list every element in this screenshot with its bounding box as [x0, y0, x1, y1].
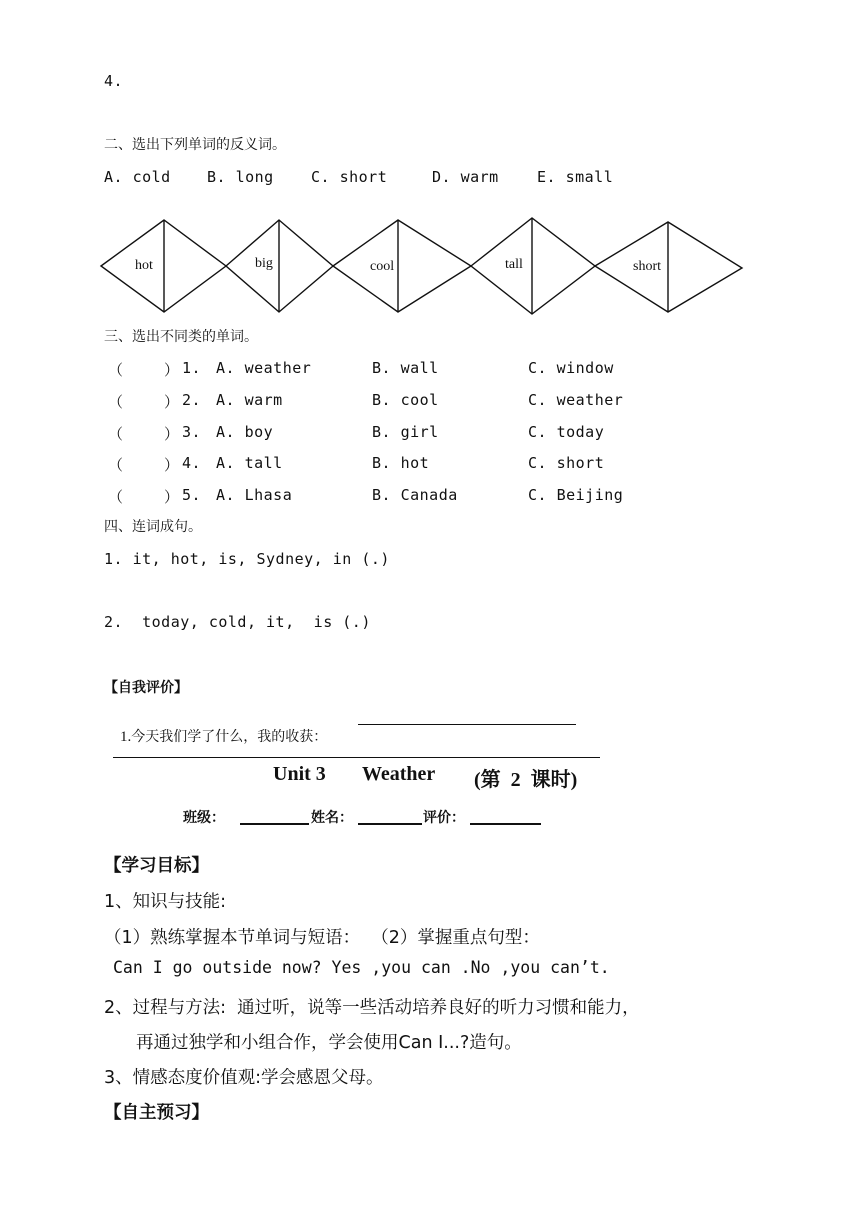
choice-b: B. wall [372, 359, 439, 377]
question-number: 5. [182, 486, 202, 504]
answer-paren-close: ） [164, 393, 180, 411]
answer-paren-close: ） [164, 425, 180, 443]
antonym-option-d: D. warm [432, 168, 499, 186]
choice-a: A. tall [216, 454, 283, 472]
answer-paren-open: （ [108, 456, 124, 474]
lesson-title-topic: Weather [362, 763, 436, 785]
lesson-title-period: (第 2 课时) [474, 769, 578, 791]
learning-objectives-heading: 【学习目标】 [104, 856, 209, 876]
choice-a: A. weather [216, 359, 312, 377]
choice-b: B. girl [372, 423, 439, 441]
choice-a: A. boy [216, 423, 274, 441]
self-preview-heading: 【自主预习】 [104, 1103, 209, 1123]
objective-line-1: 1、知识与技能: [104, 892, 227, 912]
answer-paren-open: （ [108, 488, 124, 506]
self-evaluation-item-number: 1. [120, 729, 132, 745]
self-evaluation-heading: 【自我评价】 [104, 680, 188, 696]
question-number: 2. [182, 391, 202, 409]
choice-c: C. today [528, 423, 605, 441]
choice-c: C. Beijing [528, 486, 624, 504]
antonym-option-c: C. short [311, 168, 388, 186]
answer-paren-close: ） [164, 488, 180, 506]
answer-paren-open: （ [108, 361, 124, 379]
class-fill-line[interactable] [240, 823, 309, 825]
evaluation-fill-line[interactable] [470, 823, 541, 825]
answer-paren-close: ） [164, 456, 180, 474]
choice-a: A. Lhasa [216, 486, 293, 504]
lesson-title-unit: Unit 3 [273, 763, 326, 785]
choice-c: C. window [528, 359, 614, 377]
section-3-heading: 三、选出不同类的单词。 [104, 329, 258, 345]
sentence-item-2: 2. today, cold, it, is (.) [104, 613, 371, 631]
section-2-heading: 二、选出下列单词的反义词。 [104, 137, 286, 153]
choice-c: C. weather [528, 391, 624, 409]
diamond-word-cool: cool [370, 259, 395, 274]
antonym-option-b: B. long [207, 168, 274, 186]
objective-line-2: （1）熟练掌握本节单词与短语： （2）掌握重点句型： [104, 928, 540, 948]
self-evaluation-question: 今天我们学了什么，我的收获： [131, 729, 328, 745]
class-label: 班级： [183, 810, 225, 826]
question-4-label: 4. [104, 72, 124, 90]
antonym-diamond-chain [0, 210, 860, 330]
choice-b: B. Canada [372, 486, 458, 504]
diamond-tall-shape [471, 218, 595, 314]
section-4-heading: 四、连词成句。 [104, 519, 202, 535]
question-number: 3. [182, 423, 202, 441]
choice-b: B. cool [372, 391, 439, 409]
objective-key-sentence: Can I go outside now? Yes ,you can .No ,you can’t. [113, 958, 610, 977]
sentence-item-1: 1. it, hot, is, Sydney, in (.) [104, 550, 390, 568]
answer-paren-open: （ [108, 393, 124, 411]
question-number: 1. [182, 359, 202, 377]
self-evaluation-item-1 [104, 708, 327, 764]
section-divider-line [113, 757, 600, 758]
self-evaluation-answer-line [358, 724, 576, 725]
objective-line-4: 2、过程与方法: 通过听，说等一些活动培养良好的听力习惯和能力， [104, 998, 640, 1018]
antonym-option-e: E. small [537, 168, 614, 186]
choice-c: C. short [528, 454, 605, 472]
objective-line-5: 再通过独学和小组合作，学会使用Can I...?造句。 [136, 1033, 522, 1053]
question-number: 4. [182, 454, 202, 472]
diamond-word-big: big [255, 256, 273, 271]
antonym-option-a: A. cold [104, 168, 171, 186]
diamond-word-hot: hot [135, 258, 153, 273]
diamond-cool-shape [333, 220, 471, 312]
answer-paren-open: （ [108, 425, 124, 443]
evaluation-label: 评价： [423, 810, 465, 826]
objective-line-6: 3、情感态度价值观:学会感恩父母。 [104, 1068, 384, 1088]
diamond-word-tall: tall [505, 257, 523, 272]
name-fill-line[interactable] [358, 823, 422, 825]
answer-paren-close: ） [164, 361, 180, 379]
diamond-word-short: short [633, 259, 661, 274]
choice-b: B. hot [372, 454, 430, 472]
name-label: 姓名： [311, 810, 353, 826]
choice-a: A. warm [216, 391, 283, 409]
